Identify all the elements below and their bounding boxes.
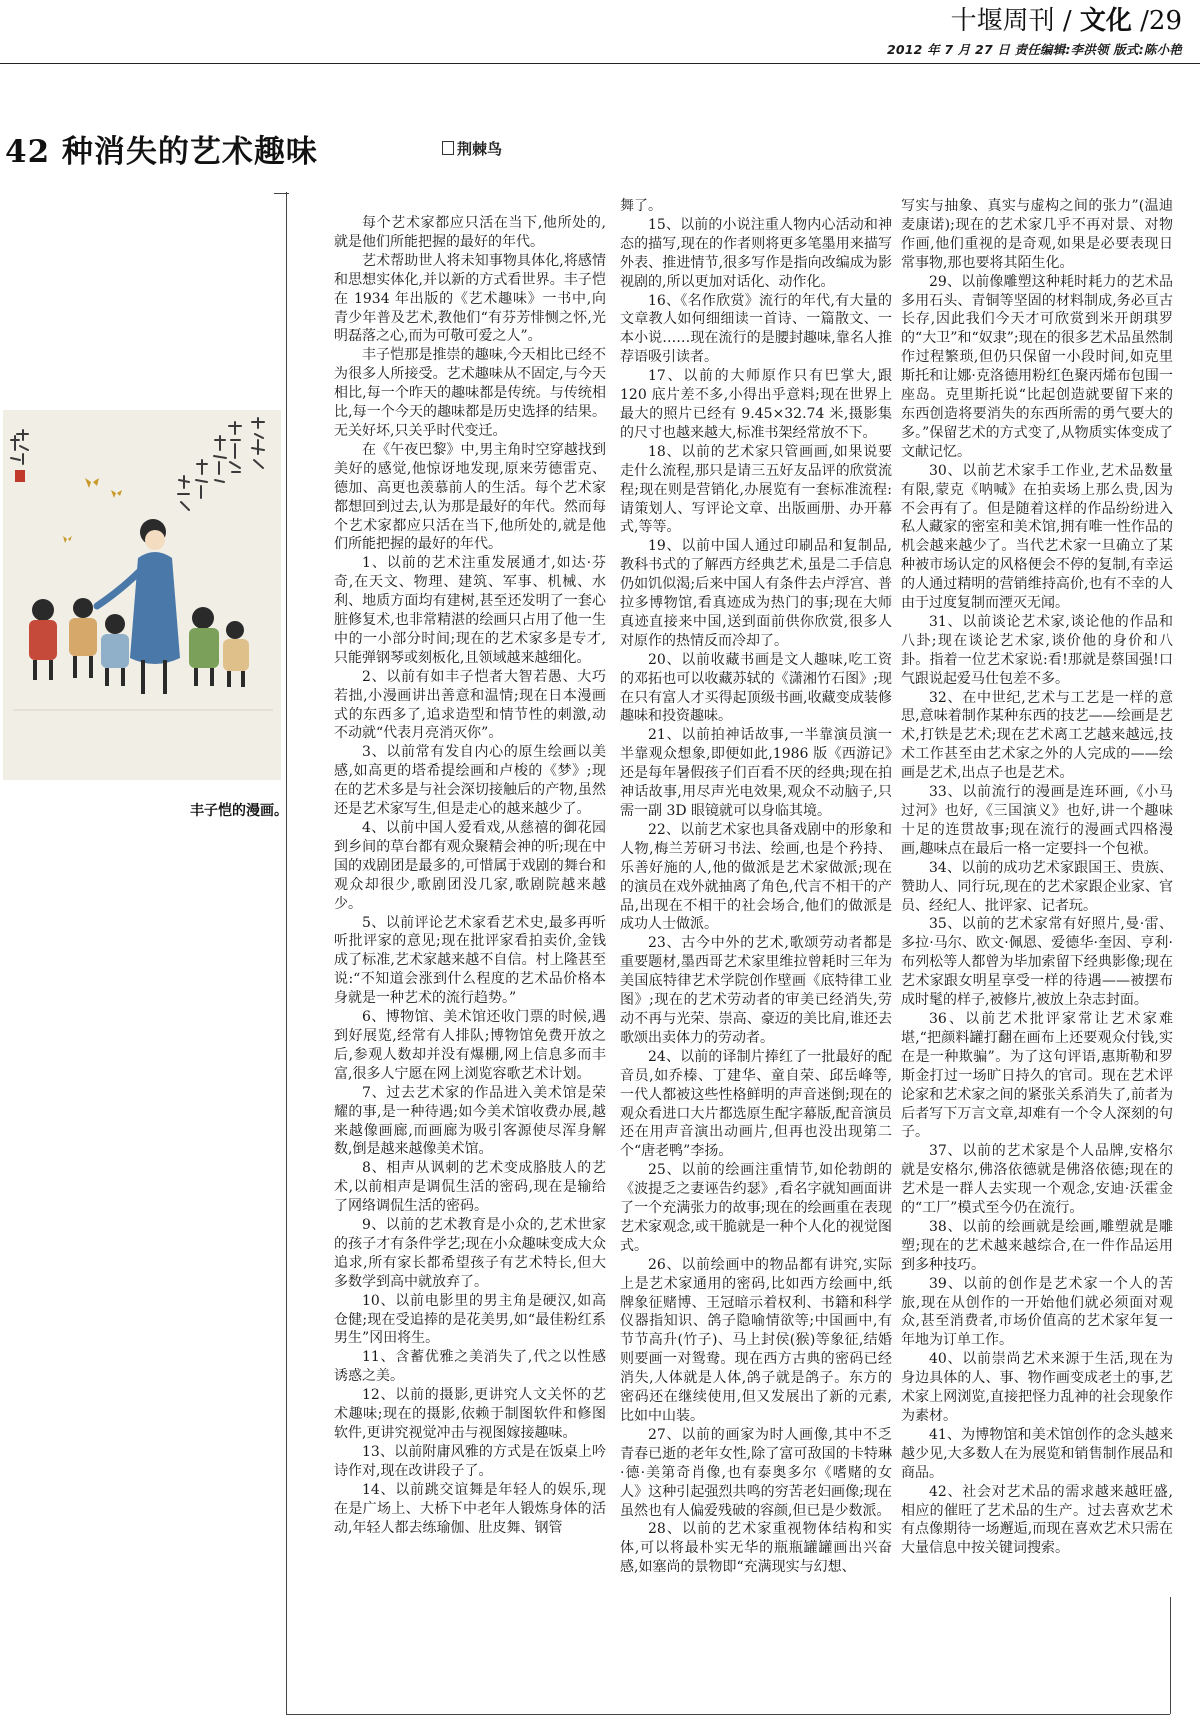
article-paragraph: 2、以前有如丰子恺者大智若愚、大巧若拙,小漫画讲出善意和温情;现在日本漫画式的东西多了,追求造型和情节性的刺激,动不动就“代表月亮消灭你”。: [334, 668, 606, 742]
author-name: 荆棘鸟: [457, 140, 503, 158]
article-paragraph: 28、以前的艺术家重视物体结构和实体,可以将最朴实无华的瓶瓶罐罐画出兴奋感,如塞尚的景物即“充满现实与幻想、: [620, 1521, 892, 1576]
article-paragraph: 7、过去艺术家的作品进入美术馆是荣耀的事,是一种待遇;如今美术馆收费办展,越来越像画廊,而画廊为吸引客源使尽浑身解数,倒是越来越像美术馆。: [334, 1084, 606, 1158]
article-paragraph: 10、以前电影里的男主角是硬汉,如高仓健;现在受追捧的是花美男,如“最佳粉红系男生”冈田将生。: [334, 1292, 606, 1347]
article-column-2: [620, 197, 892, 1577]
article-paragraph: 26、以前绘画中的物品都有讲究,实际上是艺术家通用的密码,比如西方绘画中,纸牌象征赌博、王冠暗示着权利、书籍和科学仪器指知识、鸽子隐喻情欲等;中国画中,有节节高升(竹子)、马上封侯(猴)等象征,结婚则要画一对鸳鸯。现在西方古典的密码已经消失,人体就是人体,鸽子就是鸽子。东方的密码还在继续使用,但又发展出了新的元素,比如中山装。: [620, 1256, 892, 1424]
masthead: [887, 4, 1182, 58]
article-paragraph: 14、以前跳交谊舞是年轻人的娱乐,现在是广场上、大桥下中老年人锻炼身体的活动,年轻人都去练瑜伽、肚皮舞、钢管: [334, 1481, 606, 1536]
article-paragraph: 39、以前的创作是艺术家一个人的苦旅,现在从创作的一开始他们就必须面对观众,甚至消费者,市场价值高的艺术家年复一年地为订单工作。: [901, 1275, 1173, 1349]
paper-name: 十堰周刊: [950, 6, 1055, 36]
article-paragraph: 11、含蓄优雅之美消失了,代之以性感诱惑之美。: [334, 1349, 606, 1385]
article-paragraph: 16、《名作欣赏》流行的年代,有大量的文章教人如何细细读一首诗、一篇散文、一本小说……现在流行的是腰封趣味,靠名人推荐语吸引读者。: [620, 292, 892, 366]
header-rule: [0, 63, 1200, 64]
article-paragraph: 写实与抽象、真实与虚构之间的张力”(温迪麦康诺);现在的艺术家几乎不再对景、对物作画,他们重视的是奇观,如果是必要表现日常事物,那也要将其陌生化。: [901, 198, 1173, 271]
article-paragraph: 6、博物馆、美术馆还收门票的时候,遇到好展览,经常有人排队;博物馆免费开放之后,参观人数却并没有爆棚,网上信息多而丰富,很多人宁愿在网上浏览容歌艺术计划。: [334, 1009, 606, 1082]
article-paragraph: 19、以前中国人通过印刷品和复制品,教科书式的了解西方经典艺术,虽是二手信息仍如饥似渴;后来中国人有条件去卢浮宫、普拉多博物馆,看真迹成为热门的事;现在大师真迹直接来中国,送到面前供你欣赏,很多人对原作的热情反而冷却了。: [620, 538, 892, 649]
article-paragraph: 丰子恺那是推崇的趣味,今天相比已经不为很多人所接受。艺术趣味从不固定,与今天相比,每一个昨天的趣味都是传统。与传统相比,每一个今天的趣味都是历史选择的结果。无关好坏,只关乎时代变迁。: [334, 347, 606, 439]
article-paragraph: 40、以前崇尚艺术来源于生活,现在为身边具体的人、事、物作画变成老土的事,艺术家上网浏览,直接把怪力乱神的社会现象作为素材。: [901, 1351, 1173, 1424]
article-paragraph: 15、以前的小说注重人物内心活动和神态的描写,现在的作者则将更多笔墨用来描写外表、推进情节,很多写作是指向改编成为影视剧的,所以更加对话化、动作化。: [620, 216, 892, 290]
article-paragraph: 22、以前艺术家也具备戏剧中的形象和人物,梅兰芳研习书法、绘画,也是个矜持、乐善好施的人,他的做派是艺术家做派;现在的演员在戏外就抽离了角色,代言不相干的产品,出现在不相干的社会场合,他们的做派是成功人士做派。: [620, 821, 892, 933]
article-paragraph: 35、以前的艺术家常有好照片,曼·雷、多拉·马尔、欧文·佩恩、爱德华·奎因、亨利·布列松等人都曾为毕加索留下经典影像;现在艺术家跟女明星享受一样的待遇——被摆布成时髦的样子,被修片,被放上杂志封面。: [901, 916, 1173, 1009]
art-inscription-text: 桃花开时见儿女草上春风又一年 子恺: [253, 450, 270, 451]
frame-bottom-rule: [286, 1714, 1170, 1715]
issue-credit-line: 2012 年 7 月 27 日 责任编辑:李洪领 版式:陈小艳: [886, 42, 1182, 57]
article-paragraph: 31、以前谈论艺术家,谈论他的作品和八卦;现在谈论艺术家,谈价他的身价和八卦。指着一位艺术家说:看!那就是蔡国强!口气跟说起爱马仕包差不多。: [901, 613, 1173, 687]
article-paragraph: 21、以前拍神话故事,一半靠演员演一半靠观众想象,即便如此,1986 版《西游记》还是每年暑假孩子们百看不厌的经典;现在拍神话故事,用尽声光电效果,观众不动脑子,只需一副 3D 眼镜就可以身临其境。: [620, 727, 892, 819]
masthead-title: [887, 4, 1182, 38]
article-paragraph: 1、以前的艺术注重发展通才,如达·芬奇,在天文、物理、建筑、军事、机械、水利、地质方面均有建树,甚至还发明了一套心脏修复术,也非常精湛的绘画只占用了他一生中的一小部分时间;现在的艺术家多是专才,只能弹钢琴或刻板化,且领域越来越细化。: [334, 555, 606, 666]
article-paragraph: 艺术帮助世人将未知事物具体化,将感情和思想实体化,并以新的方式看世界。丰子恺在 1934 年出版的《艺术趣味》一书中,向青少年普及艺术,教他们“有芬芳悱恻之怀,光明磊落之心,而为可敬可爱之人”。: [334, 252, 606, 345]
article-paragraph: 42、社会对艺术品的需求越来越旺盛,相应的催旺了艺术品的生产。过去喜欢艺术有点像期待一场邂逅,而现在喜欢艺术只需在大量信息中按关键词搜索。: [901, 1483, 1173, 1557]
article-paragraph: 41、为博物馆和美术馆创作的念头越来越少见,大多数人在为展览和销售制作展品和商品。: [901, 1426, 1173, 1481]
article-paragraph: 34、以前的成功艺术家跟国王、贵族、赞助人、同行玩,现在的艺术家跟企业家、官员、经纪人、批评家、记者玩。: [901, 859, 1173, 914]
frame-left-rule: [286, 192, 287, 1714]
article-column-3: [901, 197, 1173, 1558]
article-paragraph: 24、以前的译制片捧红了一批最好的配音员,如乔榛、丁建华、童自荣、邱岳峰等,一代人都被这些性格鲜明的声音迷倒;现在的观众看进口大片都选原生配字幕版,配音演员还在用声音演出动画片,但再也没出现第二个“唐老鸭”李扬。: [620, 1048, 892, 1160]
article-headline: 42 种消失的艺术趣味: [5, 134, 318, 170]
article-paragraph: 4、以前中国人爱看戏,从慈禧的御花园到乡间的草台都有观众聚精会神的听;现在中国的戏剧团是最多的,可惜属于戏剧的舞台和观众却很少,歌剧团没几家,歌剧院越来越少。: [334, 820, 606, 912]
article-paragraph: 5、以前评论艺术家看艺术史,最多再听听批评家的意见;现在批评家看拍卖价,金钱成了标准,艺术家越来越不自信。村上隆甚至说:“不知道会涨到什么程度的艺术品价格本身就是一种艺术的流行趋势。”: [334, 914, 606, 1007]
article-paragraph: 37、以前的艺术家是个人品牌,安格尔就是安格尔,佛洛依德就是佛洛依德;现在的艺术是一群人去实现一个观念,安迪·沃霍金的“工厂”模式至今仍在流行。: [901, 1143, 1173, 1217]
article-paragraph: 29、以前像雕塑这种耗时耗力的艺术品多用石头、青铜等坚固的材料制成,务必亘古长存,因此我们今天才可欣赏到米开朗琪罗的“大卫”和“奴隶”;现在的很多艺术品虽然制作过程繁琐,但仍只保留一小段时间,如克里斯托和让娜·克洛德用粉红色聚丙烯布包围一座岛。克里斯托说“比起创造就要留下来的东西创造将要消失的东西所需的勇气要大的多。”保留艺术的方式变了,从物质实体变成了文献记忆。: [901, 273, 1173, 460]
article-paragraph: 27、以前的画家为时人画像,其中不乏青春已逝的老年女性,除了富可敌国的卡特琳·德·美第奇肖像,也有泰奥多尔《嗜赌的女人》这种引起强烈共鸣的穷苦老妇画像;现在虽然也有人偏爱残破的容颜,但已是少数派。: [620, 1426, 892, 1519]
article-paragraph: 9、以前的艺术教育是小众的,艺术世家的孩子才有条件学艺;现在小众趣味变成大众追求,所有家长都希望孩子有艺术特长,但大多数学到高中就放弃了。: [334, 1217, 606, 1290]
article-paragraph: 13、以前附庸风雅的方式是在饭桌上吟诗作对,现在改讲段子了。: [334, 1443, 606, 1479]
article-paragraph: 18、以前的艺术家只管画画,如果说要走什么流程,那只是请三五好友品评的欣赏流程;现在则是营销化,办展览有一套标准流程:请策划人、写评论文章、出版画册、办开幕式,等等。: [620, 443, 892, 536]
byline-box-icon: [442, 141, 454, 155]
article-paragraph: 23、古今中外的艺术,歌颂劳动者都是重要题材,墨西哥艺术家里维拉曾耗时三年为美国底特律艺术学院创作壁画《底特律工业图》;现在的艺术劳动者的审美已经消失,劳动不再与光荣、崇高、豪迈的美比肩,谁还去歌颂出卖体力的劳动者。: [620, 935, 892, 1046]
byline: [442, 138, 502, 159]
article-paragraph: 33、以前流行的漫画是连环画,《小马过河》也好,《三国演义》也好,讲一个趣味十足的连贯故事;现在流行的漫画式四格漫画,趣味点在最后一格一定要抖一个包袱。: [901, 784, 1173, 857]
feng-zikai-illustration: [3, 410, 281, 780]
article-paragraph: 每个艺术家都应只活在当下,他所处的,就是他们所能把握的最好的年代。: [334, 215, 606, 250]
article-paragraph: 8、相声从讽刺的艺术变成胳肢人的艺术,以前相声是调侃生活的密码,现在是输给了网络调侃生活的密码。: [334, 1160, 606, 1215]
illustration-caption: 丰子恺的漫画。: [190, 803, 288, 819]
article-paragraph: 12、以前的摄影,更讲究人文关怀的艺术趣味;现在的摄影,依赖于制图软件和修图软件,更讲究视觉冲击与视图嫁接趣味。: [334, 1387, 606, 1441]
artist-seal: [15, 470, 25, 482]
article-paragraph: 在《午夜巴黎》中,男主角时空穿越找到美好的感觉,他惊讶地发现,原来劳德雷克、德加、高更也羡慕前人的生活。每个艺术家都想回到过去,认为那是最好的年代。然而每个艺术家都应只活在当下,他所处的,就是他们所能把握的最好的年代。: [334, 441, 606, 553]
article-paragraph: 舞了。: [620, 198, 662, 214]
illustration-drawing: [3, 410, 281, 780]
article-paragraph: 30、以前艺术家手工作业,艺术品数量有限,蒙克《呐喊》在拍卖场上那么贵,因为不会再有了。但是随着这样的作品纷纷进入私人藏家的密室和美术馆,拥有唯一性作品的机会越来越少了。当代艺术家一旦确立了某种被市场认定的风格便会不停的复制,有幸运的人通过精明的营销维持高价,也有不幸的人由于过度复制而湮灭无闻。: [901, 462, 1173, 612]
article-paragraph: 36、以前艺术批评家常让艺术家难堪,“把颜料罐打翻在画布上还要观众付钱,实在是一种欺骗”。为了这句评语,惠斯勒和罗斯金打过一场旷日持久的官司。现在艺术评论家和艺术家之间的紧张关系消失了,前者为后者写下万言文章,却难有一个令人深刻的句子。: [901, 1010, 1173, 1141]
frame-right-rule: [1170, 1597, 1171, 1714]
page-number: /29: [1140, 6, 1182, 36]
section-name: 文化: [1079, 6, 1132, 36]
article-paragraph: 3、以前常有发自内心的原生绘画以美感,如高更的塔希提绘画和卢梭的《梦》;现在的艺术多是与社会深切接触后的产物,虽然还是艺术家写生,但是走心的越来越少了。: [334, 744, 606, 818]
article-paragraph: 38、以前的绘画就是绘画,雕塑就是雕塑;现在的艺术越来越综合,在一件作品运用到多种技巧。: [901, 1218, 1173, 1273]
masthead-separator: /: [1062, 6, 1072, 36]
article-paragraph: 20、以前收藏书画是文人趣味,吃工资的邓拓也可以收藏苏轼的《潇湘竹石图》;现在只有富人才买得起顶级书画,收藏变成装修趣味和投资趣味。: [620, 651, 892, 725]
article-column-1: [334, 214, 606, 1537]
article-paragraph: 32、在中世纪,艺术与工艺是一样的意思,意味着制作某种东西的技艺——绘画是艺术,打铁是艺术;现在艺术离工艺越来越远,技术工作甚至由艺术家之外的人完成的——绘画是艺术,出点子也是艺术。: [901, 689, 1173, 782]
article-paragraph: 17、以前的大师原作只有巴掌大,跟 120 底片差不多,小得出乎意料;现在世界上最大的照片已经有 9.45×32.74 米,摄影集的尺寸也越来越大,标准书架经常放不下。: [620, 368, 892, 441]
article-paragraph: 25、以前的绘画注重情节,如伦勃朗的《波提乏之妻诬告约瑟》,看名字就知画面讲了一个充满张力的故事;现在的绘画重在表现艺术家观念,或干脆就是一种个人化的视觉图式。: [620, 1162, 892, 1254]
